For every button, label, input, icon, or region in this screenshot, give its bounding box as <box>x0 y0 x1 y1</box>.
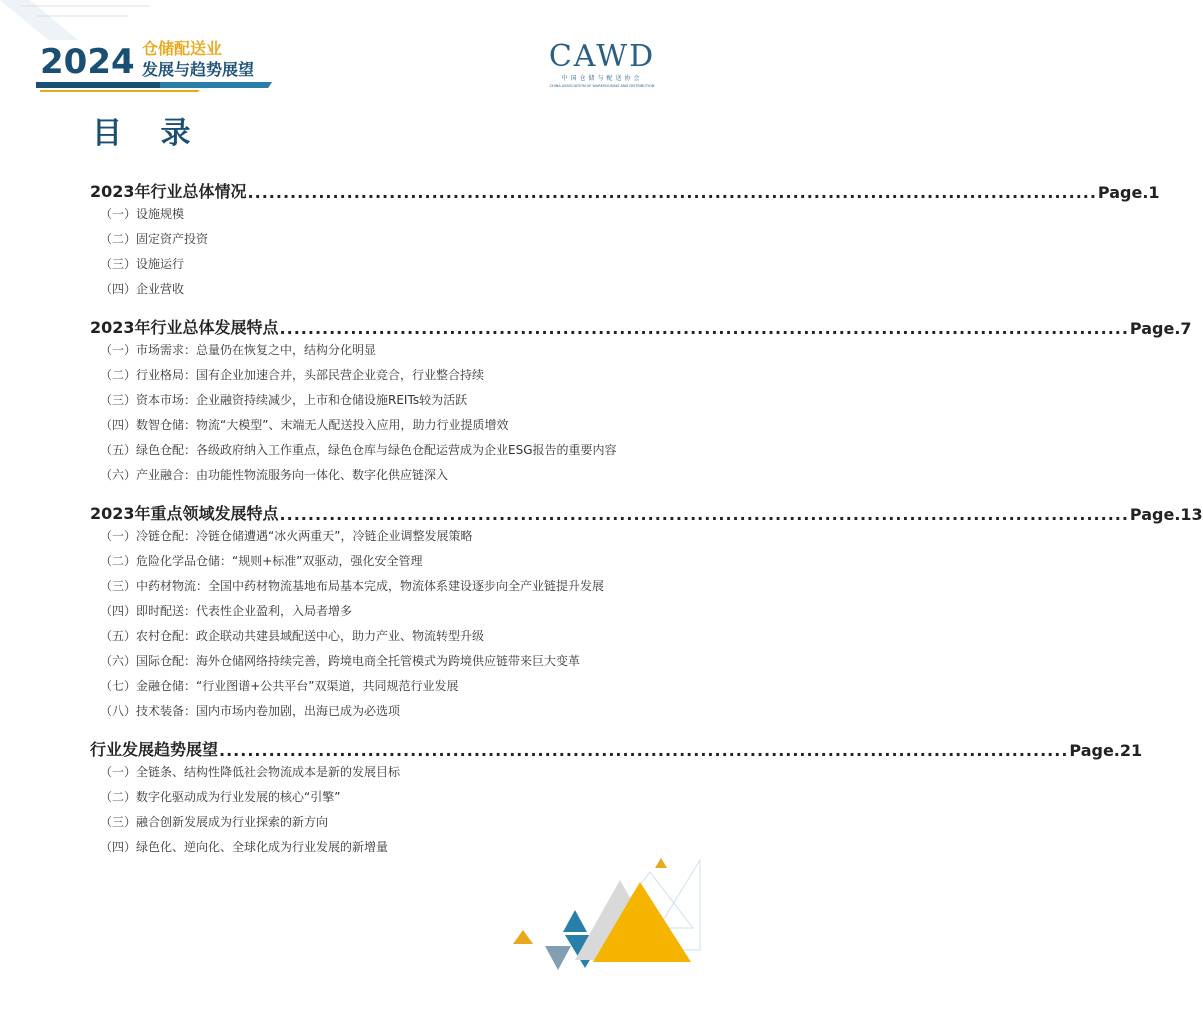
toc-item-number: （一） <box>100 529 137 543</box>
cawd-logo <box>544 39 660 89</box>
section-page-number: Page.13 <box>1129 505 1203 524</box>
toc-item-text: 农村仓配：政企联动共建县域配送中心，助力产业、物流转型升级 <box>136 629 485 643</box>
toc-item[interactable] <box>90 338 635 363</box>
toc-item-number: （一） <box>100 343 137 357</box>
toc-item-text: 数字化驱动成为行业发展的核心“引擎” <box>136 790 341 804</box>
toc-item[interactable] <box>90 524 635 549</box>
logo-mark: CAWD <box>548 39 656 74</box>
toc-item-number: （二） <box>100 232 137 246</box>
leader-dots: ........................................................................................................................ <box>247 183 1097 202</box>
toc-item[interactable] <box>90 760 635 785</box>
toc-item-number: （五） <box>100 629 137 643</box>
toc-item-text: 设施运行 <box>136 257 185 271</box>
toc-item-text: 冷链仓配：冷链仓储遭遇“冰火两重天”，冷链企业调整发展策略 <box>136 529 473 543</box>
toc-item-number: （六） <box>100 468 137 482</box>
toc-item[interactable] <box>90 624 635 649</box>
toc-section <box>90 728 1143 860</box>
leader-dots: ........................................................................................................................ <box>219 741 1069 760</box>
toc-item-text: 行业格局：国有企业加速合并，头部民营企业竞合，行业整合持续 <box>136 368 485 382</box>
toc-item[interactable] <box>90 388 635 413</box>
toc-item[interactable] <box>90 574 635 599</box>
toc-item[interactable] <box>90 674 635 699</box>
logo-cn-name: 中国仓储与配送协会 <box>561 75 643 82</box>
toc-item-number: （四） <box>100 840 137 854</box>
toc-item[interactable] <box>90 277 635 302</box>
section-title: 2023年重点领域发展特点 <box>90 504 279 523</box>
toc-item-text: 危险化学品仓储：“规则+标准”双驱动，强化安全管理 <box>136 554 423 568</box>
toc-item[interactable] <box>90 202 635 227</box>
toc-section <box>90 170 1160 302</box>
toc-item-text: 数智仓储：物流“大模型”、末端无人配送投入应用，助力行业提质增效 <box>136 418 509 432</box>
toc-item-text: 固定资产投资 <box>136 232 209 246</box>
section-page-number: Page.7 <box>1129 319 1192 338</box>
leader-dots: ........................................................................................................................ <box>279 505 1129 524</box>
toc-item-text: 技术装备：国内市场内卷加剧，出海已成为必选项 <box>136 704 401 718</box>
toc-item-number: （四） <box>100 282 137 296</box>
toc-section <box>90 306 1192 488</box>
report-subtitle-line1: 仓储配送业 <box>142 39 223 58</box>
toc-item[interactable] <box>90 363 635 388</box>
toc-item-text: 即时配送：代表性企业盈利，入局者增多 <box>136 604 353 618</box>
toc-item-number: （三） <box>100 393 137 407</box>
toc-item[interactable] <box>90 599 635 624</box>
section-page-number: Page.1 <box>1097 183 1160 202</box>
toc-item-number: （一） <box>100 765 137 779</box>
toc-section-heading[interactable] <box>90 306 1192 338</box>
toc-item-number: （二） <box>100 368 137 382</box>
report-year: 2024 <box>40 42 135 82</box>
toc-item-text: 设施规模 <box>136 207 185 221</box>
toc-item-number: （二） <box>100 790 137 804</box>
toc-item[interactable] <box>90 413 635 438</box>
toc-item-text: 国际仓配：海外仓储网络持续完善，跨境电商全托管模式为跨境供应链带来巨大变革 <box>136 654 581 668</box>
toc-item-number: （八） <box>100 704 137 718</box>
toc-item-text: 金融仓储：“行业图谱+公共平台”双渠道，共同规范行业发展 <box>136 679 459 693</box>
section-title: 2023年行业总体情况 <box>90 182 247 201</box>
table-of-contents <box>90 170 1203 864</box>
toc-section-heading[interactable] <box>90 728 1143 760</box>
toc-item-number: （三） <box>100 257 137 271</box>
toc-item-number: （一） <box>100 207 137 221</box>
section-page-number: Page.21 <box>1069 741 1143 760</box>
section-title: 2023年行业总体发展特点 <box>90 318 279 337</box>
toc-item-number: （六） <box>100 654 137 668</box>
toc-item-number: （二） <box>100 554 137 568</box>
toc-item-text: 产业融合：由功能性物流服务向一体化、数字化供应链深入 <box>136 468 449 482</box>
toc-item-number: （四） <box>100 604 137 618</box>
toc-section <box>90 492 1203 724</box>
toc-item[interactable] <box>90 810 635 835</box>
toc-item-text: 资本市场：企业融资持续减少，上市和仓储设施REITs较为活跃 <box>136 393 468 407</box>
toc-item[interactable] <box>90 549 635 574</box>
section-title: 行业发展趋势展望 <box>90 740 219 759</box>
report-subtitle-line2: 发展与趋势展望 <box>142 60 255 79</box>
toc-item-number: （七） <box>100 679 137 693</box>
corner-triangles-decoration <box>505 850 700 1010</box>
toc-item[interactable] <box>90 699 635 724</box>
toc-item-text: 全链条、结构性降低社会物流成本是新的发展目标 <box>136 765 401 779</box>
toc-item[interactable] <box>90 785 635 810</box>
toc-item-text: 企业营收 <box>136 282 185 296</box>
leader-dots: ........................................................................................................................ <box>279 319 1129 338</box>
toc-item[interactable] <box>90 252 635 277</box>
toc-item-text: 绿色仓配：各级政府纳入工作重点，绿色仓库与绿色仓配运营成为企业ESG报告的重要内容 <box>136 443 617 457</box>
toc-item-text: 融合创新发展成为行业探索的新方向 <box>136 815 329 829</box>
toc-item[interactable] <box>90 227 635 252</box>
toc-item-number: （三） <box>100 579 137 593</box>
toc-item[interactable] <box>90 463 635 488</box>
toc-section-heading[interactable] <box>90 170 1160 202</box>
logo-en-name: CHINA ASSOCIATION OF WAREHOUSING AND DISTRIBUTION <box>549 84 655 88</box>
toc-item-number: （五） <box>100 443 137 457</box>
toc-item[interactable] <box>90 649 635 674</box>
toc-title: 目 录 <box>92 116 205 151</box>
toc-section-heading[interactable] <box>90 492 1203 524</box>
toc-item-text: 绿色化、逆向化、全球化成为行业发展的新增量 <box>136 840 389 854</box>
toc-item-text: 市场需求：总量仍在恢复之中，结构分化明显 <box>136 343 377 357</box>
toc-item-number: （四） <box>100 418 137 432</box>
toc-item-text: 中药材物流：全国中药材物流基地布局基本完成，物流体系建设逐步向全产业链提升发展 <box>136 579 605 593</box>
toc-item[interactable] <box>90 438 635 463</box>
toc-item-number: （三） <box>100 815 137 829</box>
